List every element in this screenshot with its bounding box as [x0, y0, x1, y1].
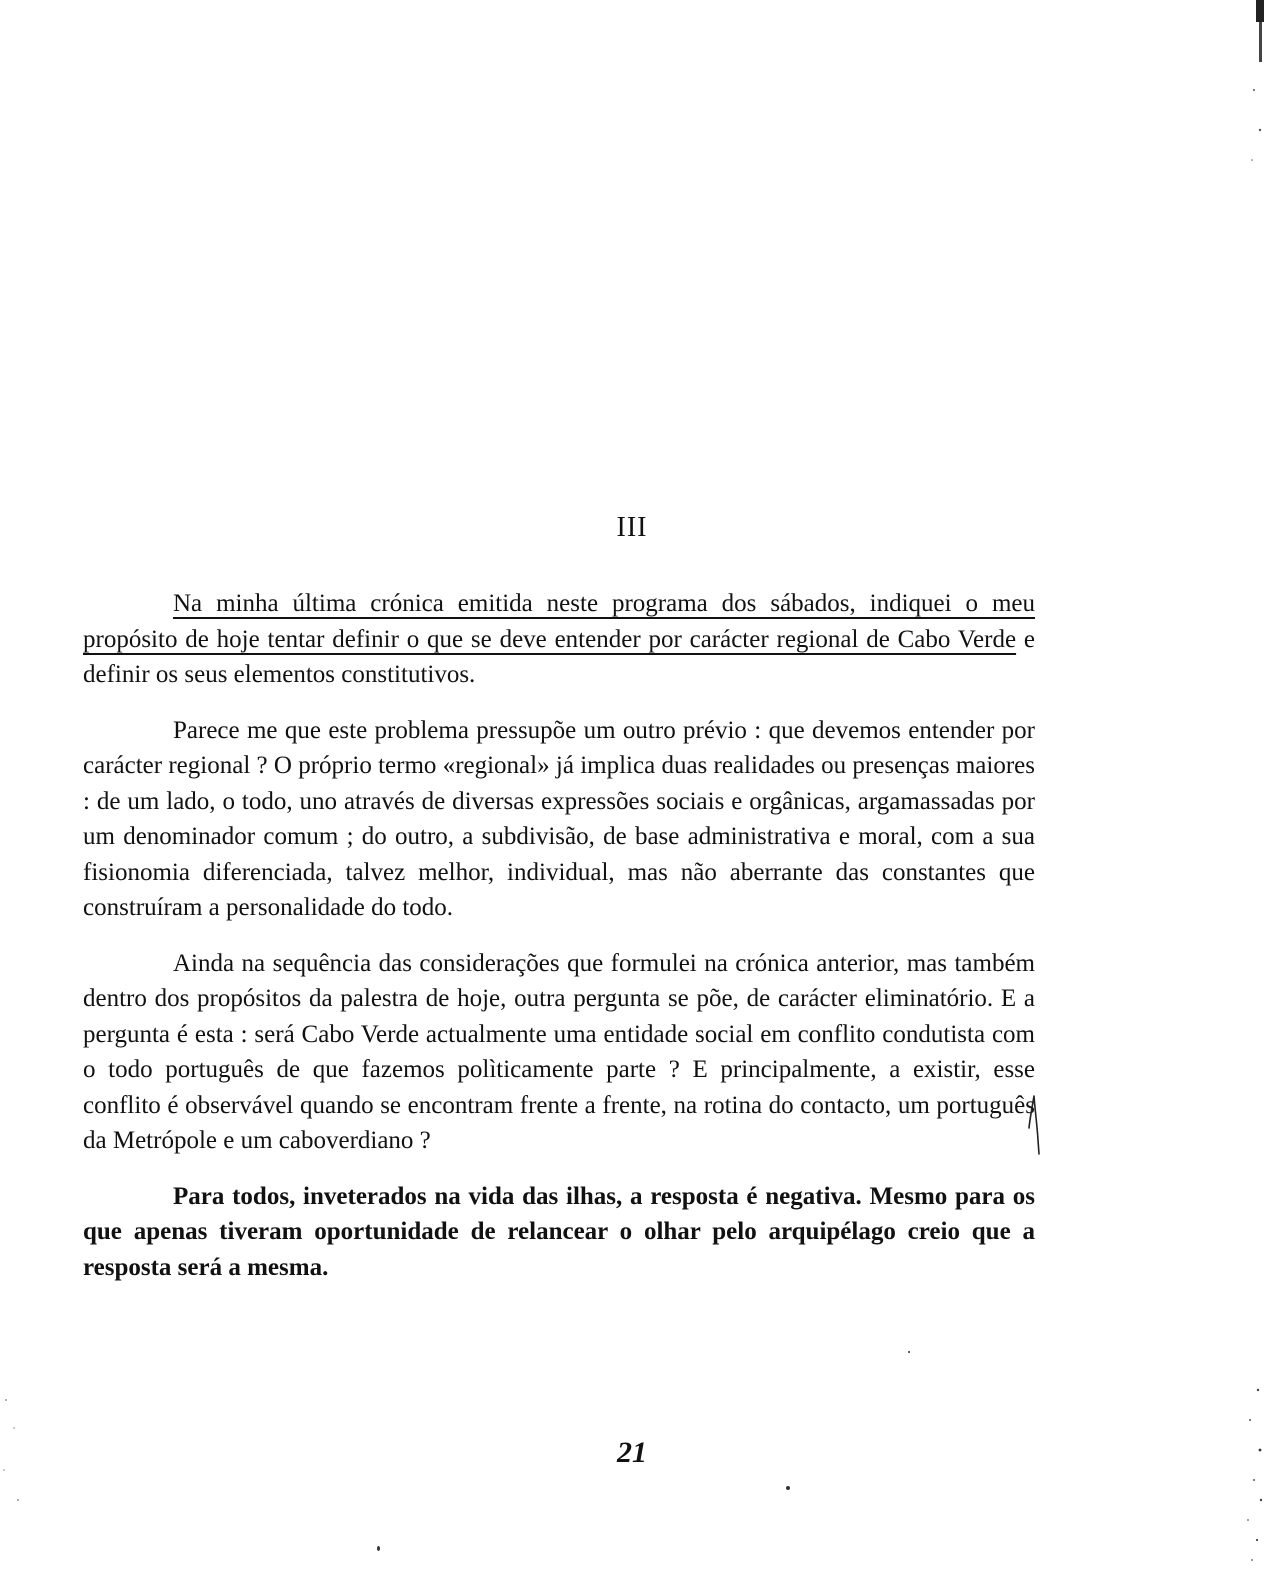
underlined-passage: Na minha última crónica emitida neste programa dos sábados, indiquei o meu propósito de hoje tentar definir o que se deve entender por carácter regional de Cabo Verde	[83, 590, 1035, 653]
ink-speck	[786, 1486, 790, 1490]
body-text	[83, 586, 1035, 1303]
paragraph-4: Para todos, inveterados na vida das ilhas, a resposta é negativa. Mesmo para os que apenas tiveram oportunidade de relancear o olhar pelo arquipélago creio que a resposta será a mesma.	[83, 1182, 1035, 1281]
handwritten-margin-mark	[1026, 1094, 1042, 1158]
paragraph-1	[83, 586, 1035, 693]
page-number: 21	[617, 1436, 647, 1469]
ink-speck	[377, 1546, 380, 1551]
ink-speck	[908, 1351, 910, 1353]
scan-edge-noise-left	[0, 1380, 30, 1520]
paragraph-1-rest: e definir os seus elementos constitutivos.	[83, 625, 1035, 688]
chapter-heading: III	[616, 512, 648, 543]
paragraph-3: Ainda na sequência das considerações que formulei na crónica anterior, mas também dentro dos propósitos da palestra de hoje, outra pergunta se põe, de carácter eliminatório. E a pergunta é esta : será Cabo Verde actualmente uma entidade social em conflito condutista com o todo português de que fazemos polìticamente parte ? E principalmente, a existir, esse conflito é observável quando se encontram frente a frente, na rotina do contacto, um português da Metrópole e um caboverdiano ?	[83, 949, 1035, 1154]
paragraph-2: Parece me que este problema pressupõe um outro prévio : que devemos entender por carácter regional ? O próprio termo «regional» já implica duas realidades ou presenças maiores : de um lado, o todo, uno através de diversas expressões sociais e orgânicas, argamassadas por um denominador comum ; do outro, a subdivisão, de base administrativa e moral, com a sua fisionomia diferenciada, talvez melhor, individual, mas não aberrante das constantes que construíram a personalidade do todo.	[83, 716, 1035, 921]
scan-edge-noise	[1242, 0, 1264, 1584]
